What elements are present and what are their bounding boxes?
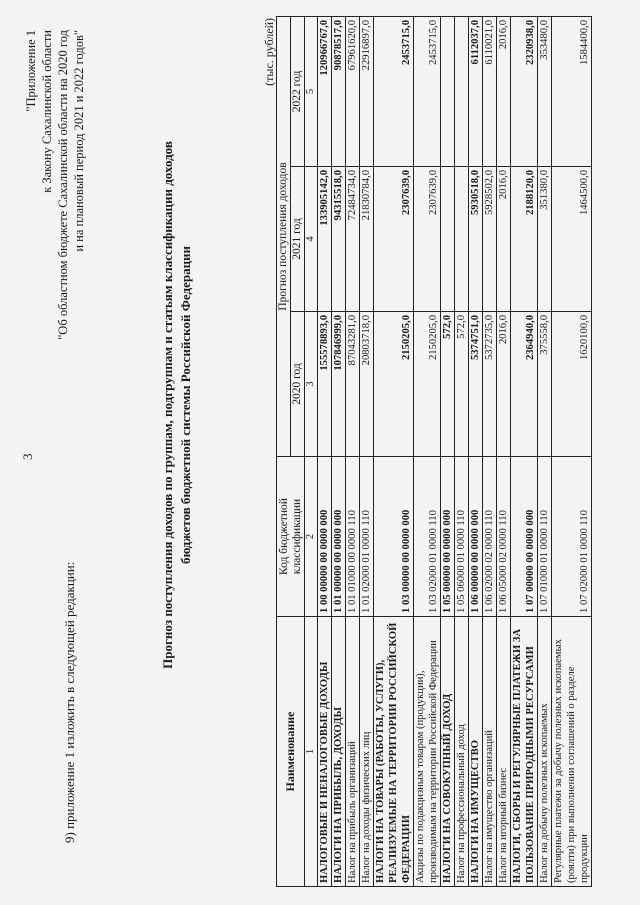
col-header-code: Код бюджетной классификации xyxy=(277,457,305,617)
col-header-2021: 2021 год xyxy=(291,167,305,312)
appendix-line-4: и на плановый период 2021 и 2022 годов" xyxy=(72,30,86,252)
page-number: 3 xyxy=(20,453,35,460)
row-value-2022: 2016,0 xyxy=(497,16,511,166)
row-code: 1 00 00000 00 0000 000 xyxy=(318,457,332,617)
table-row xyxy=(414,16,441,886)
col-index: 1 xyxy=(305,617,318,887)
row-code: 1 03 02000 01 0000 110 xyxy=(414,457,441,617)
table-row xyxy=(552,16,592,886)
row-name: Налог на добычу полезных ископаемых xyxy=(538,617,552,887)
row-value-2020: 20803718,0 xyxy=(360,312,374,457)
col-header-forecast: Прогноз поступления доходов xyxy=(277,16,291,456)
col-index: 2 xyxy=(305,457,318,617)
col-index: 3 xyxy=(305,312,318,457)
row-code: 1 01 01000 00 0000 110 xyxy=(346,457,360,617)
row-value-2020: 2016,0 xyxy=(497,312,511,457)
table-row xyxy=(374,16,414,886)
row-value-2021: 2307639,0 xyxy=(414,167,441,312)
row-value-2021: 94315518,0 xyxy=(332,167,346,312)
table-row xyxy=(318,16,332,886)
row-value-2022 xyxy=(455,16,469,166)
row-value-2021: 351380,0 xyxy=(538,167,552,312)
row-value-2022: 6112037,0 xyxy=(469,16,483,166)
row-name: Регулярные платежи за добычу полезных ископаемых (роялти) при выполнении соглашений о разделе продукции xyxy=(552,617,592,887)
row-code: 1 05 00000 00 0000 000 xyxy=(441,457,455,617)
col-index: 4 xyxy=(305,167,318,312)
row-name: НАЛОГИ НА ТОВАРЫ (РАБОТЫ, УСЛУГИ), РЕАЛИЗУЕМЫЕ НА ТЕРРИТОРИИ РОССИЙСКОЙ ФЕДЕРАЦИИ xyxy=(374,617,414,887)
row-code: 1 06 00000 00 0000 000 xyxy=(469,457,483,617)
row-value-2020: 107846999,0 xyxy=(332,312,346,457)
row-name: Налог на прибыль организаций xyxy=(346,617,360,887)
row-value-2021: 5930518,0 xyxy=(469,167,483,312)
row-value-2020: 5372735,0 xyxy=(483,312,497,457)
row-value-2022: 2453715,0 xyxy=(414,16,441,166)
row-name: Налог на доходы физических лиц xyxy=(360,617,374,887)
row-value-2020: 87043281,0 xyxy=(346,312,360,457)
row-name: Акцизы по подакцизным товарам (продукции), производимым на территории Российской Федерации xyxy=(414,617,441,887)
row-value-2021: 72484734,0 xyxy=(346,167,360,312)
table-row xyxy=(360,16,374,886)
table-row xyxy=(483,16,497,886)
row-value-2020: 375558,0 xyxy=(538,312,552,457)
row-value-2021: 2016,0 xyxy=(497,167,511,312)
table-row xyxy=(497,16,511,886)
row-code: 1 03 00000 00 0000 000 xyxy=(374,457,414,617)
row-value-2020: 572,0 xyxy=(441,312,455,457)
row-code: 1 05 06000 01 0000 110 xyxy=(455,457,469,617)
row-value-2021 xyxy=(455,167,469,312)
row-value-2022: 6110021,0 xyxy=(483,16,497,166)
row-value-2022: 67961620,0 xyxy=(346,16,360,166)
table-row xyxy=(455,16,469,886)
row-value-2020: 1620100,0 xyxy=(552,312,592,457)
row-value-2022 xyxy=(441,16,455,166)
row-value-2022: 120966767,0 xyxy=(318,16,332,166)
row-value-2021: 1464500,0 xyxy=(552,167,592,312)
row-name: НАЛОГИ, СБОРЫ И РЕГУЛЯРНЫЕ ПЛАТЕЖИ ЗА ПОЛЬЗОВАНИЕ ПРИРОДНЫМИ РЕСУРСАМИ xyxy=(511,617,538,887)
row-value-2021: 133905142,0 xyxy=(318,167,332,312)
row-value-2021: 2307639,0 xyxy=(374,167,414,312)
row-code: 1 01 02000 01 0000 110 xyxy=(360,457,374,617)
row-code: 1 06 05000 02 0000 110 xyxy=(497,457,511,617)
table-row xyxy=(511,16,538,886)
row-value-2021 xyxy=(441,167,455,312)
row-value-2021: 5928502,0 xyxy=(483,167,497,312)
table-row xyxy=(346,16,360,886)
table-row xyxy=(332,16,346,886)
row-value-2022: 2320938,0 xyxy=(511,16,538,166)
col-header-2022: 2022 год xyxy=(291,16,305,166)
row-value-2021: 2188120,0 xyxy=(511,167,538,312)
row-value-2022: 22916897,0 xyxy=(360,16,374,166)
row-value-2020: 155578893,0 xyxy=(318,312,332,457)
row-name: НАЛОГИ НА СОВОКУПНЫЙ ДОХОД xyxy=(441,617,455,887)
row-code: 1 07 02000 01 0000 110 xyxy=(552,457,592,617)
row-code: 1 06 02000 02 0000 110 xyxy=(483,457,497,617)
row-value-2022: 90878517,0 xyxy=(332,16,346,166)
row-name: НАЛОГИ НА ПРИБЫЛЬ, ДОХОДЫ xyxy=(332,617,346,887)
row-value-2022: 2453715,0 xyxy=(374,16,414,166)
appendix-line-3: "Об областном бюджете Сахалинской области на 2020 год xyxy=(56,30,70,340)
col-header-2020: 2020 год xyxy=(291,312,305,457)
row-value-2021: 21830784,0 xyxy=(360,167,374,312)
table-row xyxy=(538,16,552,886)
row-code: 1 07 01000 01 0000 110 xyxy=(538,457,552,617)
row-value-2020: 572,0 xyxy=(455,312,469,457)
table-row xyxy=(441,16,455,886)
row-value-2020: 2364940,0 xyxy=(511,312,538,457)
units-label: (тыс. рублей) xyxy=(262,18,276,86)
row-value-2020: 2150205,0 xyxy=(414,312,441,457)
row-value-2022: 353480,0 xyxy=(538,16,552,166)
row-name: Налог на игорный бизнес xyxy=(497,617,511,887)
row-value-2020: 5374751,0 xyxy=(469,312,483,457)
doc-title-line-2: бюджетов бюджетной системы Российской Федерации xyxy=(178,245,193,565)
col-index: 5 xyxy=(305,16,318,166)
appendix-line-1: "Приложение 1 xyxy=(24,30,38,112)
row-code: 1 01 00000 00 0000 000 xyxy=(332,457,346,617)
col-header-name: Наименование xyxy=(277,617,305,887)
row-name: Налог на профессиональный доход xyxy=(455,617,469,887)
row-name: НАЛОГИ НА ИМУЩЕСТВО xyxy=(469,617,483,887)
appendix-line-2: к Закону Сахалинской области xyxy=(40,30,54,193)
table-row xyxy=(469,16,483,886)
row-value-2020: 2150205,0 xyxy=(374,312,414,457)
intro-text: 9) приложение 1 изложить в следующей редакции: xyxy=(62,561,77,843)
doc-title-line-1: Прогноз поступления доходов по группам, подгруппам и статьям классификации доходов xyxy=(160,141,175,669)
row-name: НАЛОГОВЫЕ И НЕНАЛОГОВЫЕ ДОХОДЫ xyxy=(318,617,332,887)
revenue-table xyxy=(276,16,592,887)
row-code: 1 07 00000 00 0000 000 xyxy=(511,457,538,617)
row-name: Налог на имущество организаций xyxy=(483,617,497,887)
row-value-2022: 1584400,0 xyxy=(552,16,592,166)
